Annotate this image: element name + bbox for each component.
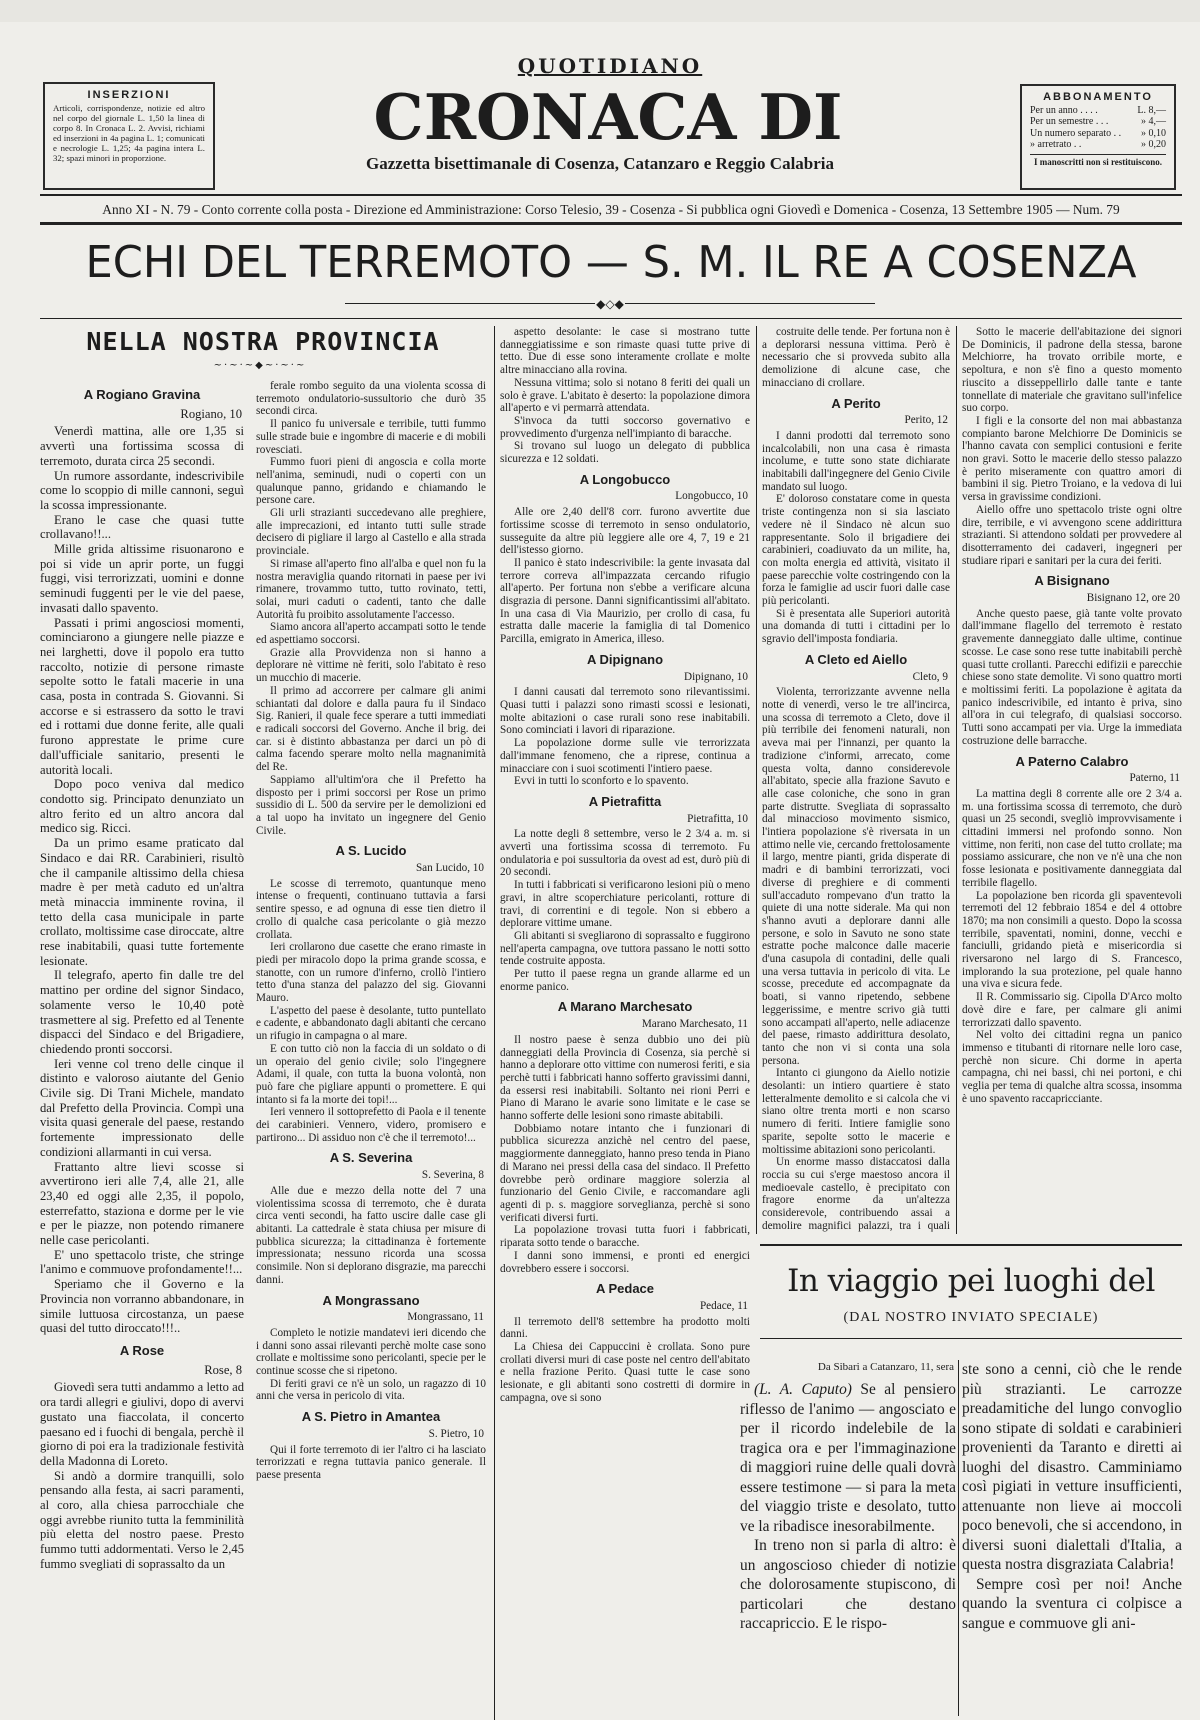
dateline-rule-top	[40, 194, 1182, 196]
article-paragraph: Il telegrafo, aperto fin dalle tre del mattino per ordine del signor Sindaco, solamente verso le 10,40 potè trasmettere al sig. Prefetto ed al Tenente dispacci del Sindaco e del Brigadiere, chiedendo pronti soccorsi.	[40, 968, 244, 1056]
article-paragraph: Evvi in tutti lo sconforto e lo spavento.	[514, 775, 689, 788]
article-paragraph: La popolazione ben ricorda gli spaventevoli terremoti del 12 febbraio 1854 e del 4 ottobre 1870; ma non consimili a questo. Dopo la scossa terribile, spaventati, nomini, donne, vecchi e fanciulli, gridando pietà e misericordia si riversarono nel largo di S. Francesco, implorando la sua protezione, pel quale hanno una viva e sicura fede.	[962, 889, 1182, 991]
town-heading: A Rogiano Gravina	[83, 387, 201, 402]
article-paragraph: Frattanto altre lievi scosse si avvertirono ieri alle 7,4, alle 21, alle 23,40 ed oggi alle 2,35, il popolo, esterrefatto, staziona e dorme per le vie e per le piazze, non potendo rimanere nelle case pericolanti.	[40, 1159, 244, 1248]
article-paragraph: Si rimase all'aperto fino all'alba e quel non fu la nostra meraviglia quando ritornati in paese per ivi rimanere, trovammo tutto, tutto rovinato, tetti, solai, muri caduti o cadenti, tanto che dalle Autorità fu proibito assolutamente l'accesso.	[256, 557, 486, 621]
page-rule	[40, 318, 1182, 319]
town-heading: A Pietrafitta	[588, 793, 662, 809]
column-rule	[756, 326, 757, 1234]
article-paragraph: Venerdì mattina, alle ore 1,35 si avvertì una fortissima scossa di terremoto, durata circa 25 secondi.	[40, 424, 244, 468]
article-paragraph: Il nostro paese è senza dubbio uno dei più danneggiati della Provincia di Cosenza, sia perchè si hanno a deplorare otto vittime con numerosi feriti, e sia perchè tutti i fabbricati hanno sofferto gravissimi danni, da essersi resi inabitabili. Soltanto nei rioni Perri e Piano di Marano le avarie sono limitate e le case se hanno sofferte delle lesioni sono rimaste abitabili.	[500, 1033, 750, 1123]
article-paragraph: E' uno spettacolo triste, che stringe l'animo e commuove profondamente!!...	[40, 1247, 244, 1277]
dispatch-dateline: Marano Marchesato, 11	[641, 1018, 748, 1031]
article-paragraph: La Chiesa dei Cappuccini è crollata. Sono pure crollati diversi muri di case poste nel centro dell'abitato e nella frazione Perito. Quasi tutte le case sono lesionate, e gli abitanti sono costretti di dormire in campagna, ove si sono	[500, 1341, 750, 1404]
article-paragraph: La mattina degli 8 corrente alle ore 2 3/4 a. m. una fortissima scossa di terremoto, che durò quasi un 25 secondi, svegliò improvvisamente i cittadini immersi nel profondo sonno. Non vittime, non feriti, non case del tutto crollate; ma possiamo assicurare, che non ve n'è una che non fosse lesionata e positivamente danneggiata dal terribile flagello.	[962, 787, 1182, 889]
dispatch-dateline: Bisignano 12, ore 20	[1086, 592, 1180, 605]
article-paragraph: Un rumore assordante, indescrivibile come lo scoppio di mille cannoni, seguì la scossa impressionante.	[40, 468, 244, 512]
article-paragraph: I danni causati dal terremoto sono rilevantissimi. Quasi tutti i palazzi sono rimasti scossi e lesionati, molte abitazioni o case rurali sono rese inabitabili. Sono cominciati i lavori di riparazione.	[500, 686, 750, 737]
town-heading: A Paterno Calabro	[1015, 753, 1129, 769]
article-paragraph: Il primo ad accorrere per calmare gli animi schiantati dal dolore e dalla paura fu il Sindaco Sig. Ranieri, il quale fece sperare a tutti immediati e radicali soccorsi del Governo. Anche il brig. dei car. si è distinto abbastanza per darci un pò di calma facendo sperare molto nella magnanimità del Re.	[256, 684, 486, 774]
article-paragraph: Di feriti gravi ce n'è un solo, un ragazzo di 10 anni che versa in pericolo di vita.	[256, 1377, 486, 1403]
article-column-4	[762, 326, 950, 1232]
town-heading: A Dipignano	[586, 651, 664, 667]
feature-paragraph: ste sono a cenni, ciò che le rende più strazianti. Le carrozze preadamitiche del lungo convoglio sono stipate di soldati e carabinieri provenienti da Taranto e diretti ai luoghi del disastro. Camminiamo così pigiati in vetture insufficienti, attenuante non lieve ai moccoli poco benevoli, che si accendono, in diversi suoni dialettali d'Italia, a questa nostra disgraziata Calabria!	[962, 1361, 1182, 1573]
article-paragraph: Siamo ancora all'aperto accampati sotto le tende ed aspettiamo soccorsi.	[256, 621, 486, 647]
dateline-rule-bottom	[40, 222, 1182, 225]
abbonamento-title: ABBONAMENTO	[1043, 91, 1153, 103]
article-paragraph: Da un primo esame praticato dal Sindaco e dai RR. Carabinieri, risultò che il campanile altissimo della chiesa madre è per metà caduto ed un'altra metà minaccia imminente rovina, il tetto della casa municipale in parte crollato, moltissime case diroccate, altre rese inabitabili, quasi tutte fortemente lesionate.	[40, 836, 244, 968]
dispatch-dateline: Longobucco, 10	[675, 490, 748, 503]
inserzioni-box	[43, 82, 215, 190]
article-paragraph: Fummo fuori pieni di angoscia e colla morte nell'anima, seminudi, nudi o coperti con un qualunque panno, gridando e chiamando le persone care.	[256, 456, 486, 507]
article-paragraph: Completo le notizie mandatevi ieri dicendo che i danni sono assai rilevanti perchè molte case sono crollate e moltissime sono pericolanti, specie per le continue scosse che si ripetono.	[256, 1326, 486, 1378]
article-paragraph: Per tutto il paese regna un grande allarme ed un enorme panico.	[500, 968, 750, 993]
dispatch-dateline: Dipignano, 10	[683, 670, 748, 683]
article-paragraph: Nel volto dei cittadini regna un panico immenso e titubanti di ritornare nelle loro case, perchè non sicure. Chi dorme in aperta campagna, chi nei bassi, chi nei portoni, e chi veglia per tema di qualche altra scossa, insomma è uno spavento raccapricciante.	[962, 1029, 1182, 1105]
feature-rule	[760, 1244, 1182, 1246]
town-heading: A Bisignano	[1034, 573, 1110, 589]
article-paragraph: Grazie alla Provvidenza non si hanno a deplorare nè vittime nè feriti, solo l'abitato è reso un mucchio di macerie.	[256, 646, 486, 685]
article-paragraph: La popolazione dorme sulle vie terrorizzata dall'immane fenomeno, che a riprese, continua a minacciare con i suoi scotimenti l'intiero paese.	[500, 737, 750, 775]
feature-paragraph: Sempre così per noi! Anche quando la sventura ci colpisce a sangue e commuove gli ani-	[962, 1575, 1182, 1632]
dateline: Anno XI - N. 79 - Conto corrente colla posta - Direzione ed Amministrazione: Corso Telesio, 39 - Cosenza - Si pubblica ogni Giovedì e Domenica - Cosenza, 13 Settembre 1905 — Num. 79	[102, 202, 1120, 217]
article-paragraph: Ieri crollarono due casette che erano rimaste in piedi per miracolo dopo la prima grande scossa, e stanotte, con un rumore d'inferno, crollò l'intiero tetto d'una stanza del palazzo del sig. Giovanni Mauro.	[256, 941, 486, 1005]
article-paragraph: Il panico fu universale e terribile, tutti fummo sulle strade buie e ingombre di macerie e di mobili rovesciati.	[256, 418, 486, 456]
column-rule	[956, 326, 957, 1234]
article-paragraph: Giovedì sera tutti andammo a letto ad ora tardi allegri e giulivi, dopo di avervi gustato una fiaccolata, il concerto paesano ed i fuochi di bengala, perchè il giorno di poi era la tradizionale festività della Madonna di Loreto.	[40, 1380, 244, 1468]
abbonamento-row: Per un anno . . . . L. 8,—	[1030, 105, 1166, 117]
article-paragraph: Passati i primi angosciosi momenti, cominciarono a giungere nelle piazze e nei larghetti, dove il popolo era tutto raccolto, notizie di persone rimaste sepolte sotto le fatali macerie in una casa, posta in contrada S. Giovanni. Si accorse e si estrassero da sotto le travi ed i rottami due donne ferite, alle quali furono apprestate le prime cure dall'ufficiale sanitario, presenti le autorità locali.	[40, 615, 244, 777]
article-column-5	[962, 326, 1182, 1232]
town-heading: A Longobucco	[579, 471, 671, 487]
feature-subtitle: (DAL NOSTRO INVIATO SPECIALE)	[843, 1310, 1099, 1325]
masthead-title: CRONACA DI	[373, 80, 843, 154]
feature-dateline: Da Sibari a Catanzaro, 11, sera	[817, 1361, 954, 1373]
article-paragraph: La popolazione trovasi tutta fuori i fabbricati, riparata sotto tende o baracche.	[500, 1224, 750, 1250]
town-heading: A Perito	[831, 395, 881, 411]
article-paragraph: Mille grida altissime risuonarono e poi si vide un aprir porte, un fuggi fuggi, visi terrorizzati, uomini e donne seminudi fuggenti per le vie del paese, invasati dallo spavento.	[40, 542, 244, 615]
dispatch-dateline: S. Pietro, 10	[428, 1427, 484, 1440]
headline-ornament-left	[345, 303, 595, 304]
article-paragraph: I figli e la consorte del non mai abbastanza compianto barone Melchiorre De Dominicis se l'hanno cavata con semplici contusioni e ferite non gravi. Sotto le macerie dello stesso palazzo è perito miseramente con quattro amori di bambini il sig. Pietro Troiano, e la vedova di lui versa in gravissime condizioni.	[962, 414, 1182, 504]
article-paragraph: Alle due e mezzo della notte del 7 una violentissima scossa di terremoto, che è durata circa venti secondi, ha fatto uscire dalle case gli abitanti. La cattedrale è stata chiusa per misure di pubblica sicurezza; la cittadinanza è fortemente impressionata; nessuno ricorda una scossa consimile. Non si deplorano disgrazie, ma parecchi danni.	[256, 1184, 486, 1286]
top-margin	[0, 0, 1200, 22]
feature-column-2	[962, 1360, 1182, 1716]
article-paragraph: Si è presentata alle Superiori autorità una domanda di tutti i cittadini per lo sgravio dell'imposta fondiaria.	[762, 607, 950, 646]
article-paragraph: Il panico è stato indescrivibile: la gente invasata dal terrore correva all'impazzata cercando rifugio all'aperto. Per fortuna non s'ebbe a verificare alcuna disgrazia di persone. Danni significantissimi all'abitato. In una casa di Via Maurizio, per crollo di casa, fu estratta dalle macerie la famiglia di tal Domenico Parcilla, emigrato in America, illeso.	[500, 556, 750, 646]
feature-paragraph: In treno non si parla di altro: è un angoscioso chieder di notizie che dolorosamente stupiscono, di particolari che destano raccapriccio. E le rispo-	[740, 1537, 956, 1632]
article-paragraph: Violenta, terrorizzante avvenne nella notte di venerdì, verso le tre all'incirca, una scossa di terremoto a Cleto, dove il più terribile dei fenomeni naturali, non aveva mai per l'innanzi, per quanto la tradizione c'informi, arrecato, come questa volta, danno considerevole all'abitato, specie alla frazione Savuto e alle case coloniche, che sono in gran parte distrutte. Svegliata di soprassalto dal minaccioso movimento sismico, l'intiera popolazione s'è riversata in un attimo nelle vie, cercando frettolosamente il largo, mentre pianti, grida disperate di madri e di bambini terrorizzati, voci diverse di preghiere e di commenti sull'accaduto rompevano d'un tratto la quiete di una notte siderale. Ma qui non s'hanno avuti a deplorare danni alle persone, e solo in Savuto ne sono state estratte poche malconce dalle macerie d'una casupola di contadini, delle quali una versa tuttavia in pericolo di vita. Le scosse, precedute ed accompagnate da boati, si vanno ripetendo, sebbene leggerissime, e mentre scrivo già tutti sono accampati all'aperto, nelle adiacenze del paese, rimasto addirittura desolato, tanto che non vi si conta una sola persona.	[762, 686, 950, 1067]
town-heading: A Mongrassano	[322, 1292, 420, 1308]
article-paragraph: L'aspetto del paese è desolante, tutto puntellato e cadente, e abbandonato dagli abitanti che cercano un rifugio in campagna o al mare.	[256, 1004, 486, 1043]
article-paragraph: Si trovano sul luogo un delegato di pubblica sicurezza e 12 soldati.	[500, 440, 750, 466]
article-column-1	[40, 380, 244, 1718]
article-paragraph: Intanto ci giungono da Aiello notizie desolanti: un intiero quartiere è stato letteralmente demolito e si calcola che vi siano oltre trenta morti e non scarso numero di feriti. Intiere famiglie sono sparite, sepolte sotto le macerie e moltissime abitazioni sono pericolanti.	[762, 1067, 950, 1156]
article-paragraph: Ieri vennero il sottoprefetto di Paola e il tenente dei carabinieri. Vennero, videro, promisero e partirono... Di assiduo non c'è che il terremoto!...	[256, 1106, 486, 1144]
section-title: NELLA NOSTRA PROVINCIA	[86, 327, 440, 356]
column-rule	[494, 326, 495, 1720]
article-paragraph: La notte degli 8 settembre, verso le 2 3/4 a. m. si avvertì una fortissima scossa di terremoto. Fu ondulatoria e poi sussultoria da ovest ad est, durò più di 20 secondi.	[500, 828, 750, 879]
abbonamento-box	[1020, 84, 1176, 190]
article-paragraph: Qui il forte terremoto di ier l'altro ci ha lasciato terrorizzati e regna tuttavia panico generale. Il paese presenta	[256, 1443, 486, 1481]
abbonamento-row: Per un semestre . . . » 4,—	[1030, 116, 1166, 128]
dispatch-dateline: Cleto, 9	[912, 670, 948, 683]
town-heading: A S. Pietro in Amantea	[301, 1409, 441, 1425]
masthead-kicker: QUOTIDIANO	[517, 54, 703, 78]
headline-ornament: ◆◇◆	[596, 297, 624, 311]
feature-paragraph: (L. A. Caputo) Se al pensiero riflesso de l'animo — angosciato e per il ricordo indelebile de la tragica ora e per l'immaginazione di maggiori ruine delle quali dovrà essere testimone — si para la meta del viaggio triste e desolato, tutto ve la ribadisce inesorabilmente.	[740, 1381, 956, 1535]
article-paragraph: Si andò a dormire tranquilli, solo pensando alla festa, ai sacri paramenti, al coro, alla chiesa parrocchiale che oggi avrebbe riunito tutta la femminilità più eletta del nostro paese. Presto fummo tutti addormentati. Verso le 2,45 fummo svegliati di soprassalto da un	[40, 1468, 244, 1571]
article-paragraph: Il terremoto dell'8 settembre ha prodotto molti danni.	[500, 1315, 750, 1341]
article-paragraph: Alle ore 2,40 dell'8 corr. furono avvertite due fortissime scosse di terremoto in senso ondulatorio, susseguite da altre più leggiere alle ore 4, 7, 19 e 21 dell'istesso giorno.	[500, 506, 750, 557]
dispatch-dateline: S. Severina, 8	[421, 1169, 484, 1182]
article-column-2	[256, 380, 486, 1718]
dispatch-dateline: Rogiano, 10	[180, 406, 242, 421]
dispatch-dateline: San Lucido, 10	[415, 862, 484, 875]
article-paragraph: Gli abitanti si svegliarono di soprassalto e fuggirono nell'aperta campagna, ove tuttora passano le notti sotto tende costruite apposta.	[500, 929, 750, 968]
column-rule	[958, 1360, 959, 1716]
dispatch-dateline: Mongrassano, 11	[407, 1311, 484, 1324]
article-paragraph: Le scosse di terremoto, quantunque meno intense o frequenti, continuano tuttavia a farsi sentire spesso, e ad ognuna di esse tien dietro il crollo di qualche casa pericolante o già mezzo crollata.	[256, 877, 486, 941]
feature-title: In viaggio pei luoghi del	[787, 1263, 1155, 1299]
article-paragraph: S'invoca da tutti soccorso governativo e provvedimento d'urgenza nell'impianto di baracche.	[500, 414, 750, 440]
article-paragraph: Erano le case che quasi tutte crollavano!!...	[40, 512, 244, 542]
article-paragraph: Dopo poco veniva dal medico condotto sig. Principato denunziato un altro ferito ed un altro ancora dal medico sig. Ricci.	[40, 777, 244, 836]
dispatch-dateline: Paterno, 11	[1129, 772, 1180, 785]
article-paragraph: Aiello offre uno spettacolo triste ogni oltre dire, terribile, e vi avvengono scene addirittura strazianti. Si attendono soldati per provvedere al disotterramento dei cadaveri, ingegneri per studiare ripari e sanitari per la cura dei feriti.	[962, 503, 1182, 567]
article-paragraph: aspetto desolante: le case si mostrano tutte danneggiatissime e son rimaste quasi tutte prive di tetto. Due di esse sono interamente crollate e molte altre minacciano alla rovina.	[500, 326, 750, 377]
feature-underline	[760, 1338, 1182, 1339]
dispatch-dateline: Pedace, 11	[699, 1299, 748, 1312]
section-ornament: ~·~·~◆~·~·~	[213, 360, 307, 371]
article-paragraph: E' doloroso constatare come in questa triste contingenza non si sia lasciato vedere nè il Sindaco nè alcun suo rappresentante. Solo il brigadiere dei carabinieri, coadiuvato da un milite, ha, con molta energia ed attività, visitato il paese parecchie volte costringendo con la forza le famiglie ad uscir fuori dalle case più pericolanti.	[762, 493, 950, 608]
town-heading: A Rose	[119, 1343, 165, 1358]
town-heading: A Marano Marchesato	[557, 999, 693, 1015]
town-heading: A Pedace	[595, 1281, 655, 1297]
article-paragraph: E con tutto ciò non la faccia di un soldato o di un operaio del genio civile; solo l'ingegnere Adami, il quale, con tutta la buona volontà, non può fare che pigliare appunti o promettere. E qui intanto si fa la morte dei topi!...	[256, 1042, 486, 1106]
masthead-subtitle: Gazzetta bisettimanale di Cosenza, Catanzaro e Reggio Calabria	[365, 154, 835, 173]
abbonamento-row: Un numero separato . . » 0,10	[1030, 127, 1166, 139]
dispatch-dateline: Pietrafitta, 10	[687, 812, 748, 825]
dispatch-dateline: Rose, 8	[204, 1362, 242, 1377]
abbonamento-footer: I manoscritti non si restituiscono.	[1030, 154, 1166, 168]
article-paragraph: Un enorme masso distaccatosi dalla roccia su cui s'erge maestoso ancora il medioevale castello, è precipitato con fragore enorme da un'altezza considerevole, contribuendo assai a demolire magnifici palazzi, tra i quali	[762, 1156, 950, 1232]
article-paragraph: Nessuna vittima; solo si notano 8 feriti dei quali un solo è grave. L'abitato è deserto: la popolazione dimora all'aperto e vi permarrà attendata.	[500, 376, 750, 415]
article-paragraph: Sotto le macerie dell'abitazione dei signori De Dominicis, il padrone della stessa, barone Melchiorre, ha trovato orribile morte, e sepoltura, e non s'è fino a questo momento riuscito a disseppellirlo dalle tante e tante tonnellate di materiale che gravitano sull'infelice suo corpo.	[962, 326, 1182, 415]
inserzioni-text: Articoli, corrispondenze, notizie ed altro nel corpo del giornale L. 1,50 la linea di corpo 8. In Cronaca L. 2. Avvisi, richiami ed inserzioni in 4a pagina L. 1; comunicati e necrologie L. 1,25; 4a pagina intera L. 32; spazi minori in proporzione.	[53, 103, 205, 164]
inserzioni-title: INSERZIONI	[87, 89, 171, 101]
article-paragraph: I danni sono immensi, e pronti ed energici dovrebbero essere i soccorsi.	[500, 1249, 750, 1275]
town-heading: A S. Lucido	[335, 843, 407, 859]
headline-ornament-right	[625, 303, 875, 304]
article-paragraph: I danni prodotti dal terremoto sono incalcolabili, non una casa è rimasta incolume, e tutte sono state dichiarate inabitabili dall'ingegnere del Genio Civile mandato sul luogo.	[762, 429, 950, 493]
dispatch-dateline: Perito, 12	[904, 414, 948, 427]
abbonamento-row: » arretrato . . » 0,20	[1030, 138, 1166, 150]
article-paragraph: Ieri venne col treno delle cinque il distinto e valoroso aiutante del Genio Civile sig. Di Trani Michele, mandato dal Prefetto della Provincia. Compì una visita quasi generale del paese, restando fortemente impressionato delle condizioni allarmanti in cui versa.	[40, 1056, 244, 1159]
article-paragraph: Il R. Commissario sig. Cipolla D'Arco molto dovè dire e fare, per calmare gli animi terrorizzati dallo spavento.	[962, 991, 1182, 1029]
main-headline: ECHI DEL TERREMOTO — S. M. IL RE A COSENZA	[85, 237, 1137, 288]
feature-column-1	[740, 1360, 956, 1716]
article-paragraph: Sappiamo all'ultim'ora che il Prefetto ha disposto per i primi soccorsi per Rose un primo sussidio di L. 500 da servire per le demolizioni ed a tal uopo ha invitato un ingegnere del Genio Civile.	[256, 773, 486, 837]
article-paragraph: Dobbiamo notare intanto che i funzionari di pubblica sicurezza anzichè nel centro del paese, maggiormente danneggiato, hanno preso tenda in Piano di Marano nei pressi della casa del sindaco. Il Prefetto dovrebbe però ordinare maggiore solerzia al funzionario del Genio Civile, e raccomandare agli agenti di p. s. maggiore sorveglianza, perchè si sono verificati diversi furti.	[500, 1122, 750, 1224]
article-paragraph: Speriamo che il Governo e la Provincia non vorranno abbandonare, in simile luttuosa circostanza, un paese quasi del tutto diroccato!!!..	[40, 1277, 244, 1336]
article-paragraph: Anche questo paese, già tante volte provato dall'immane flagello del terremoto è restato gravemente danneggiato dalle ultime, continue scosse. Le case sono rese tutte inabitabili perchè quasi tutte crollanti. Parecchi edifizii e parecchie chiese sono state demolite. Vi sono quattro morti e moltissimi feriti. La popolazione è agitata da panico indescrivibile, ed intanto è priva, sino all'ora in cui telegrafo, di qualsiasi soccorso. Tutti sono accampati per via. Urge la immediata costruzione delle barracche.	[962, 607, 1182, 747]
article-paragraph: costruite delle tende. Per fortuna non è a deplorarsi nessuna vittima. Però è necessario che si provveda subito alla demolizione di alcune case, che minacciano di crollare.	[762, 326, 950, 389]
article-paragraph: ferale rombo seguito da una violenta scossa di terremoto ondulatorio-sussultorio che durò 35 secondi circa.	[256, 380, 486, 418]
article-paragraph: Gli urli strazianti succedevano alle preghiere, alle imprecazioni, ed intanto tutti sulle strade decisero di pigliare il largo al Castello e alla strada provinciale.	[256, 507, 486, 558]
article-column-3	[500, 326, 750, 1718]
article-paragraph: In tutti i fabbricati si verificarono lesioni più o meno gravi, in altre scoperchiature pericolanti, rotture di travi, di correntini e di tegole. Non si ebbero a deplorare vittime umane.	[500, 879, 750, 930]
town-heading: A S. Severina	[329, 1150, 413, 1166]
feature-byline: (L. A. Caputo)	[754, 1381, 852, 1398]
town-heading: A Cleto ed Aiello	[804, 651, 908, 667]
